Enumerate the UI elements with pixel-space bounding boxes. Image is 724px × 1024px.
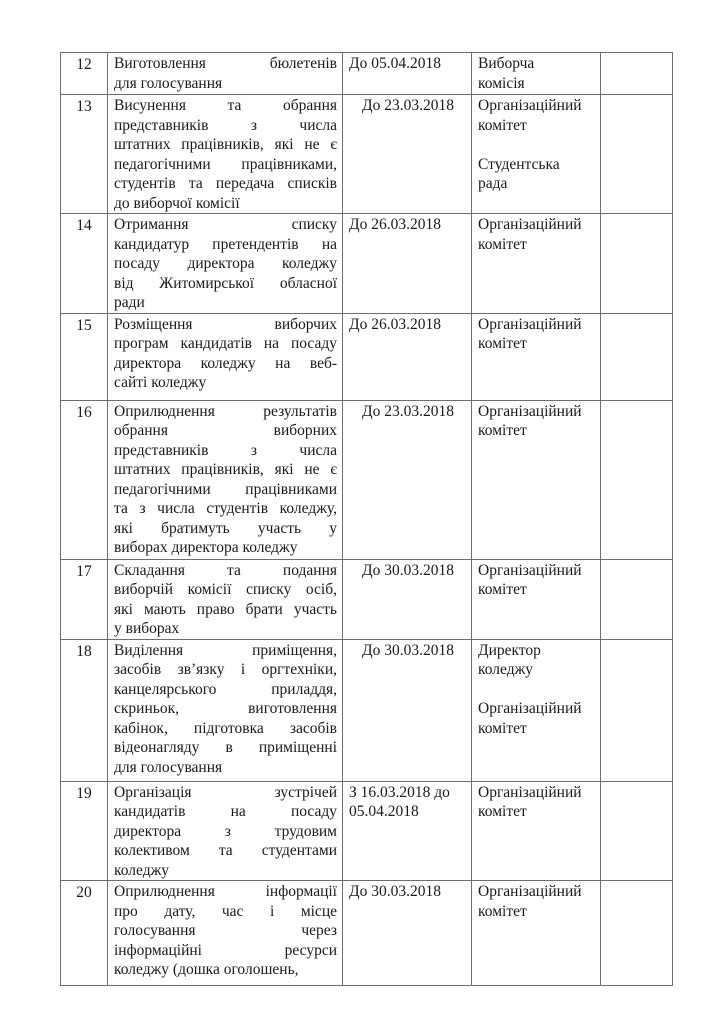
row-number: 17	[61, 559, 108, 639]
task-line: кандидатів на посаду	[114, 803, 337, 820]
task-line: педагогічними працівниками	[114, 480, 337, 498]
task-line: сайті коледжу	[114, 374, 207, 391]
task-line: ради	[114, 294, 145, 311]
table-row	[61, 639, 673, 781]
note-cell	[601, 400, 673, 559]
task-cell	[108, 214, 343, 314]
task-line: виборах директора коледжу	[114, 539, 298, 556]
task-line: про дату, час і місце	[114, 902, 337, 920]
responsible-line: комітет	[478, 116, 527, 134]
task-line: у виборах	[114, 620, 180, 637]
responsible-line: Організаційний	[478, 97, 582, 114]
responsible-line: Організаційний	[478, 783, 582, 801]
row-number: 20	[61, 881, 108, 986]
responsible-line: коледжу	[478, 661, 534, 678]
responsible-line: комітет	[478, 335, 527, 352]
row-number: 13	[61, 95, 108, 214]
task-cell	[108, 400, 343, 559]
task-line: педагогічними працівниками,	[114, 155, 337, 173]
responsible-party	[478, 402, 596, 441]
responsible-line: Організаційний	[478, 700, 582, 717]
task-line: штатних працівників, які не є	[114, 461, 337, 478]
table-body	[61, 53, 673, 986]
responsible-party	[478, 96, 596, 135]
responsible-cell	[472, 313, 601, 400]
responsible-line: Студентська	[478, 155, 560, 173]
responsible-party	[478, 561, 596, 600]
responsible-cell	[472, 400, 601, 559]
task-line: канцелярського приладдя,	[114, 680, 337, 698]
note-cell	[601, 559, 673, 639]
responsible-line: Директор	[478, 641, 541, 659]
responsible-line: комітет	[478, 235, 527, 253]
note-cell	[601, 881, 673, 986]
table-row	[61, 214, 673, 314]
task-line: інформаційні ресурси	[114, 941, 337, 959]
task-line: колективом та студентами	[114, 842, 337, 859]
table-row	[61, 53, 673, 95]
table-row	[61, 781, 673, 881]
deadline-cell: З 16.03.2018 до 05.04.2018	[343, 781, 472, 881]
responsible-cell	[472, 781, 601, 881]
task-cell	[108, 881, 343, 986]
task-line: обрання виборних	[114, 422, 337, 439]
task-line: посаду директора коледжу	[114, 255, 337, 272]
responsible-cell	[472, 53, 601, 95]
responsible-cell	[472, 881, 601, 986]
task-cell	[108, 313, 343, 400]
responsible-party	[478, 315, 596, 354]
responsible-line: комітет	[478, 422, 527, 439]
task-line: відеонагляду в приміщенні	[114, 739, 337, 756]
responsible-line: рада	[478, 175, 508, 192]
task-line: та з числа студентів коледжу,	[114, 500, 337, 517]
task-cell	[108, 639, 343, 781]
task-line: Організація зустрічей	[114, 783, 337, 801]
row-number: 15	[61, 313, 108, 400]
deadline-cell: До 30.03.2018	[343, 639, 472, 781]
task-line: Розміщення виборчих	[114, 315, 337, 333]
deadline-cell: До 30.03.2018	[343, 881, 472, 986]
responsible-cell	[472, 639, 601, 781]
note-cell	[601, 781, 673, 881]
responsible-line: комітет	[478, 719, 527, 737]
table-row	[61, 559, 673, 639]
task-line: кандидатур претендентів на	[114, 235, 337, 253]
task-line: кабінок, підготовка засобів	[114, 719, 337, 737]
note-cell	[601, 53, 673, 95]
responsible-party	[478, 699, 596, 738]
task-line: від Житомирської обласної	[114, 274, 337, 292]
task-line: Висунення та обрання	[114, 97, 337, 114]
task-line: Оприлюднення результатів	[114, 402, 337, 420]
task-line: Виділення приміщення,	[114, 641, 337, 659]
responsible-line: Організаційний	[478, 216, 582, 233]
task-line: Оприлюднення інформації	[114, 883, 337, 900]
task-cell	[108, 95, 343, 214]
row-number: 12	[61, 53, 108, 95]
responsible-line: комітет	[478, 803, 527, 820]
task-line: програм кандидатів на посаду	[114, 335, 337, 352]
election-schedule-table	[60, 52, 673, 986]
table-row	[61, 881, 673, 986]
responsible-party	[478, 54, 596, 93]
deadline-cell: До 26.03.2018	[343, 214, 472, 314]
task-line: які мають право брати участь	[114, 600, 337, 618]
responsible-cell	[472, 214, 601, 314]
task-line: які братимуть участь у	[114, 519, 337, 537]
task-line: до виборчої комісії	[114, 194, 240, 212]
task-line: Отримання списку	[114, 216, 337, 233]
deadline-cell: До 05.04.2018	[343, 53, 472, 95]
row-number: 14	[61, 214, 108, 314]
responsible-line: комісія	[478, 74, 525, 92]
task-line: представників з числа	[114, 441, 337, 459]
table-row	[61, 400, 673, 559]
task-line: представників з числа	[114, 116, 337, 134]
task-cell	[108, 781, 343, 881]
task-line: коледжу (дошка оголошень,	[114, 961, 299, 978]
responsible-party	[478, 155, 596, 194]
row-number: 18	[61, 639, 108, 781]
task-line: для голосування	[114, 74, 223, 92]
responsible-party	[478, 882, 596, 921]
task-cell	[108, 559, 343, 639]
deadline-cell: До 30.03.2018	[343, 559, 472, 639]
responsible-line: Виборча	[478, 55, 535, 72]
deadline-cell: До 23.03.2018	[343, 95, 472, 214]
responsible-line: Організаційний	[478, 315, 582, 333]
responsible-cell	[472, 95, 601, 214]
note-cell	[601, 95, 673, 214]
task-line: засобів зв’язку і оргтехніки,	[114, 661, 337, 678]
task-line: голосування через	[114, 922, 337, 939]
table-row	[61, 95, 673, 214]
note-cell	[601, 639, 673, 781]
responsible-line: Організаційний	[478, 402, 582, 420]
task-line: директора коледжу на веб-	[114, 354, 337, 372]
deadline-cell: До 23.03.2018	[343, 400, 472, 559]
responsible-party	[478, 215, 596, 254]
responsible-line: Організаційний	[478, 883, 582, 900]
task-line: скриньок, виготовлення	[114, 700, 337, 717]
task-cell	[108, 53, 343, 95]
table-row	[61, 313, 673, 400]
task-line: коледжу	[114, 861, 170, 879]
task-line: для голосування	[114, 758, 223, 776]
responsible-line: комітет	[478, 581, 527, 598]
task-line: виборчій комісії списку осіб,	[114, 581, 337, 598]
task-line: Складання та подання	[114, 561, 337, 579]
task-line: Виготовлення бюлетенів	[114, 55, 337, 72]
task-line: штатних працівників, які не є	[114, 136, 337, 153]
responsible-cell	[472, 559, 601, 639]
row-number: 19	[61, 781, 108, 881]
responsible-party	[478, 641, 596, 680]
row-number: 16	[61, 400, 108, 559]
task-line: директора з трудовим	[114, 822, 337, 840]
note-cell	[601, 313, 673, 400]
deadline-cell: До 26.03.2018	[343, 313, 472, 400]
responsible-party	[478, 783, 596, 822]
task-line: студентів та передача списків	[114, 175, 337, 192]
responsible-line: Організаційний	[478, 561, 582, 579]
responsible-line: комітет	[478, 902, 527, 920]
note-cell	[601, 214, 673, 314]
